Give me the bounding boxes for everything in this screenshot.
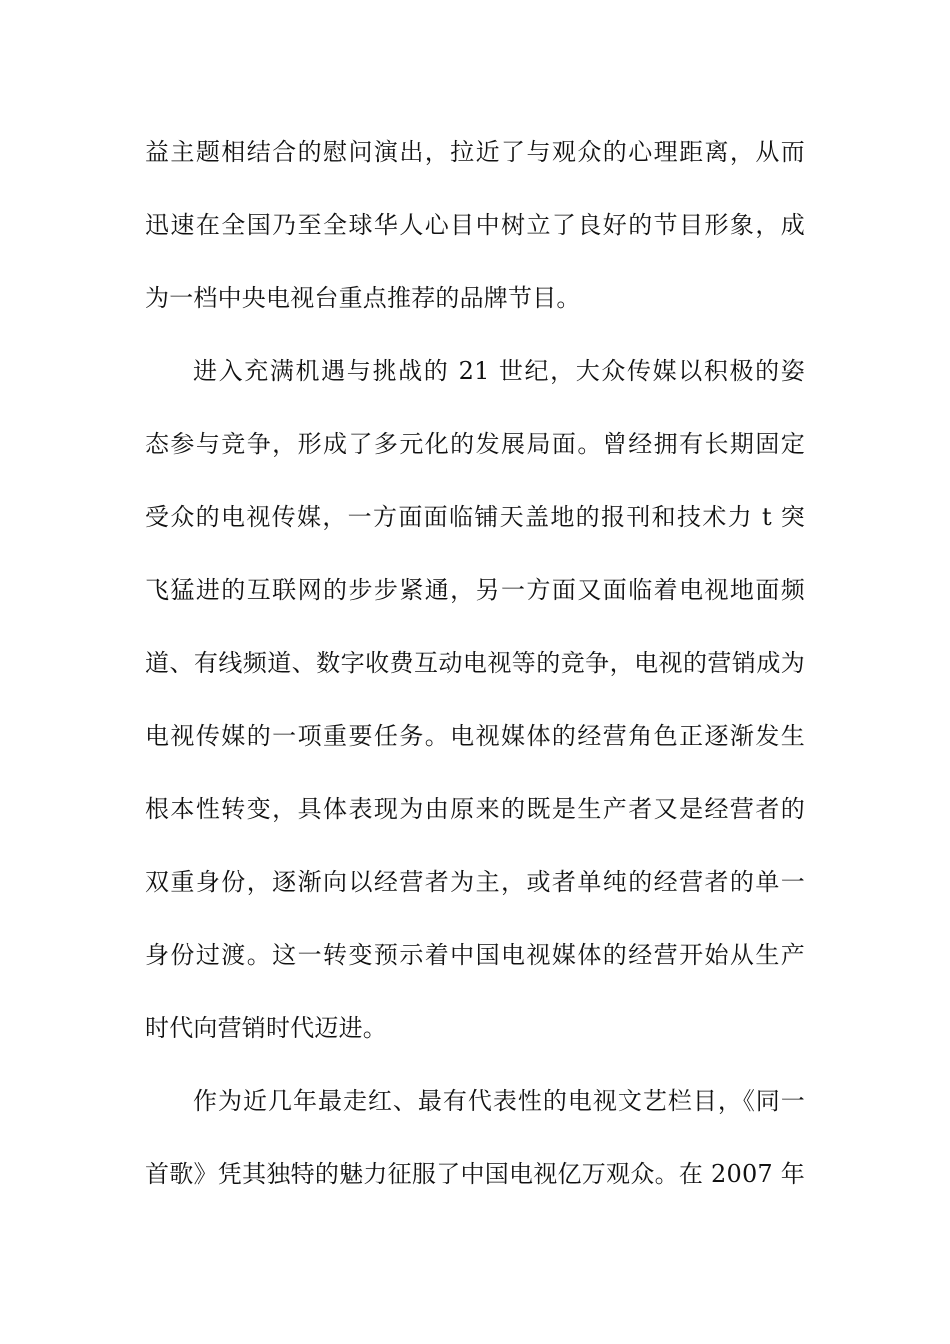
text-line: 道、有线频道、数字收费互动电视等的竞争，电视的营销成为 (145, 649, 805, 677)
text-line: 首歌》凭其独特的魅力征服了中国电视亿万观众。在 2007 年 (145, 1160, 805, 1188)
text-line: 为一档中央电视台重点推荐的品牌节目。 (145, 284, 581, 312)
text-line: 飞猛进的互联网的步步紧通，另一方面又面临着电视地面频 (145, 576, 805, 604)
text-line: 受众的电视传媒，一方面面临铺天盖地的报刊和技术力 t 突 (145, 503, 805, 531)
text-line: 时代向营销时代迈进。 (145, 1014, 387, 1042)
paragraph-first-line: 进入充满机遇与挑战的 21 世纪，大众传媒以积极的姿 (193, 357, 805, 385)
text-line: 益主题相结合的慰问演出，拉近了与观众的心理距离，从而 (145, 138, 805, 166)
paragraph-first-line: 作为近几年最走红、最有代表性的电视文艺栏目，《同一 (193, 1087, 805, 1115)
text-line: 身份过渡。这一转变预示着中国电视媒体的经营开始从生产 (145, 941, 805, 969)
text-line: 双重身份，逐渐向以经营者为主，或者单纯的经营者的单一 (145, 868, 805, 896)
text-line: 迅速在全国乃至全球华人心目中树立了良好的节目形象，成 (145, 211, 805, 239)
text-line: 电视传媒的一项重要任务。电视媒体的经营角色正逐渐发生 (145, 722, 805, 750)
text-line: 根本性转变，具体表现为由原来的既是生产者又是经营者的 (145, 795, 805, 823)
text-line: 态参与竞争，形成了多元化的发展局面。曾经拥有长期固定 (145, 430, 805, 458)
